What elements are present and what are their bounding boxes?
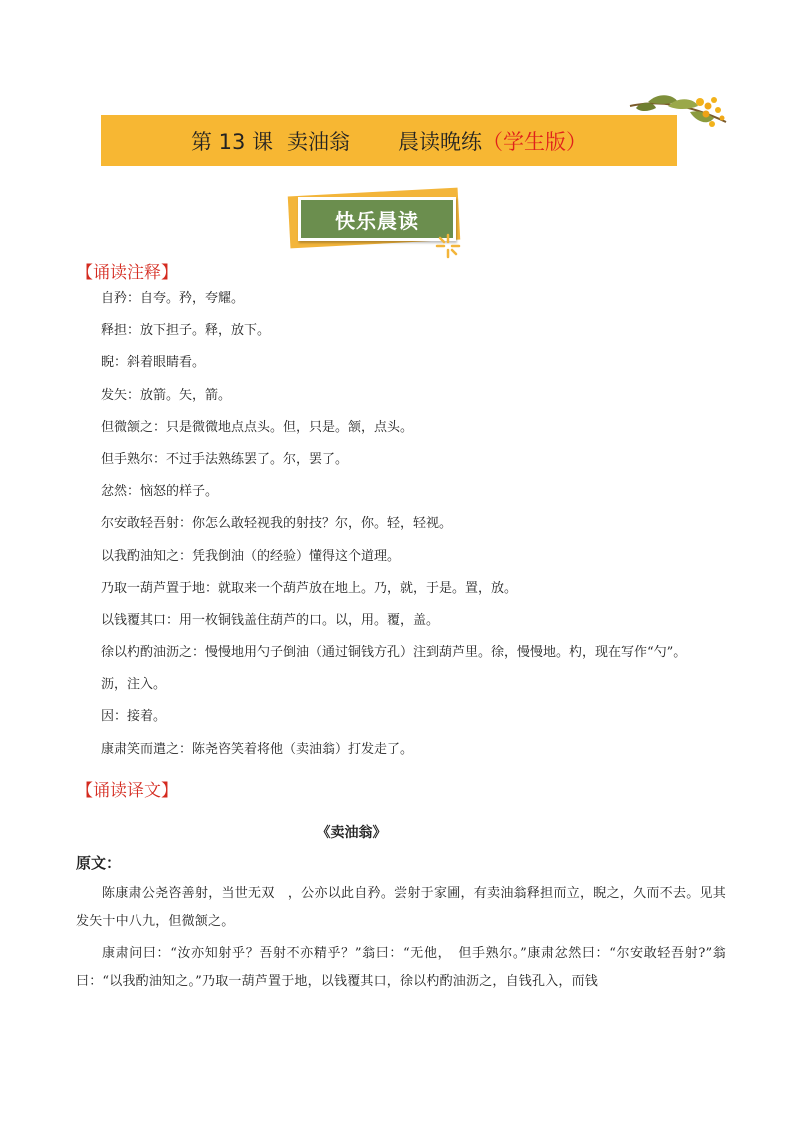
sparkle-icon <box>434 232 462 260</box>
list-item: 尔安敢轻吾射：你怎么敢轻视我的射技？尔，你。轻，轻视。 <box>101 516 453 532</box>
badge-label: 快乐晨读 <box>298 197 456 241</box>
translation-heading: 【诵读译文】 <box>76 781 178 801</box>
list-item: 康肃笑而遣之：陈尧咨笑着将他（卖油翁）打发走了。 <box>101 741 414 757</box>
work-title-text: 《卖油翁》 <box>316 825 387 841</box>
original-paragraph: 陈康肃公尧咨善射，当世无双 ，公亦以此自矜。尝射于家圃，有卖油翁释担而立，睨之，久而不去。见其发矢十中八九，但微颔之。 <box>76 886 726 929</box>
list-item: 以我酌油知之：凭我倒油（的经验）懂得这个道理。 <box>101 548 401 564</box>
edition-label: （学生版） <box>482 129 588 154</box>
list-item: 徐以杓酌油沥之：慢慢地用勺子倒油（通过铜钱方孔）注到葫芦里。徐，慢慢地。杓，现在写作“勺”。 <box>101 645 687 661</box>
section-badge <box>286 190 476 260</box>
original-label: 原文： <box>76 854 122 872</box>
original-text <box>76 880 726 996</box>
lesson-number: 第 13 课 <box>190 129 274 154</box>
list-item: 发矢：放箭。矢，箭。 <box>101 387 232 403</box>
series-name: 晨读晚练 <box>398 129 483 154</box>
list-item: 沥，注入。 <box>101 677 167 693</box>
list-item: 忿然：恼怒的样子。 <box>101 484 219 500</box>
work-title <box>0 822 793 842</box>
list-item: 但微颔之：只是微微地点点头。但，只是。颔，点头。 <box>101 419 414 435</box>
notes-heading: 【诵读注释】 <box>76 263 178 283</box>
list-item: 以钱覆其口：用一枚铜钱盖住葫芦的口。以，用。覆，盖。 <box>101 612 440 628</box>
list-item: 因：接着。 <box>101 709 167 725</box>
notes-list <box>101 288 721 771</box>
page-title <box>101 115 677 166</box>
list-item: 释担：放下担子。释，放下。 <box>101 323 271 339</box>
list-item: 自矜：自夸。矜，夸耀。 <box>101 291 245 306</box>
original-paragraph: 康肃问曰：“汝亦知射乎？吾射不亦精乎？”翁曰：“无他， 但手熟尔。”康肃忿然曰：“尔安敢轻吾射?”翁曰：“以我酌油知之。”乃取一葫芦置于地，以钱覆其口，徐以杓酌油沥之，自钱孔入，而钱 <box>76 946 726 989</box>
lesson-topic: 卖油翁 <box>287 129 351 154</box>
list-item: 但手熟尔：不过手法熟练罢了。尔，罢了。 <box>101 451 349 467</box>
list-item: 乃取一葫芦置于地：就取来一个葫芦放在地上。乃，就，于是。置，放。 <box>101 580 518 596</box>
list-item: 睨：斜着眼睛看。 <box>101 355 206 371</box>
